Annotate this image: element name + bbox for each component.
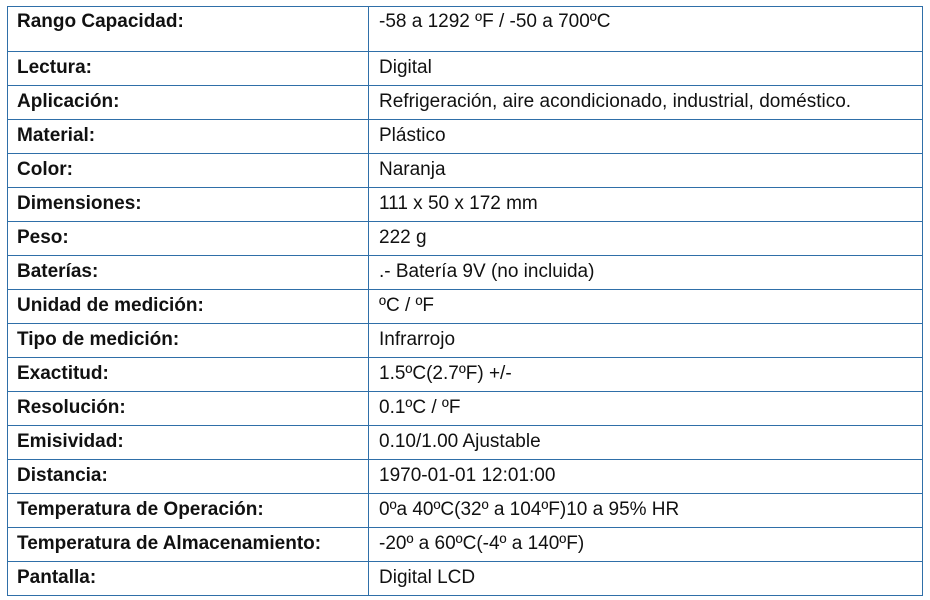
spec-row-tipo-medicion	[8, 324, 923, 358]
spec-row-lectura	[8, 52, 923, 86]
spec-value: 222 g	[369, 222, 923, 256]
spec-value: ºC / ºF	[369, 290, 923, 324]
spec-value: Infrarrojo	[369, 324, 923, 358]
spec-value: -20º a 60ºC(-4º a 140ºF)	[369, 528, 923, 562]
spec-value: .- Batería 9V (no incluida)	[369, 256, 923, 290]
spec-row-temperatura-almacenamiento	[8, 528, 923, 562]
spec-label: Peso:	[8, 222, 369, 256]
spec-value: 0.10/1.00 Ajustable	[369, 426, 923, 460]
spec-label: Temperatura de Operación:	[8, 494, 369, 528]
spec-label: Aplicación:	[8, 86, 369, 120]
spec-value: Naranja	[369, 154, 923, 188]
spec-label: Resolución:	[8, 392, 369, 426]
spec-value: Digital	[369, 52, 923, 86]
spec-row-emisividad	[8, 426, 923, 460]
spec-row-temperatura-operacion	[8, 494, 923, 528]
spec-label: Color:	[8, 154, 369, 188]
spec-row-rango-capacidad	[8, 7, 923, 52]
spec-row-unidad-medicion	[8, 290, 923, 324]
spec-label: Pantalla:	[8, 562, 369, 596]
spec-label: Distancia:	[8, 460, 369, 494]
spec-label: Tipo de medición:	[8, 324, 369, 358]
spec-value: 0.1ºC / ºF	[369, 392, 923, 426]
spec-label: Lectura:	[8, 52, 369, 86]
spec-row-aplicacion	[8, 86, 923, 120]
spec-row-distancia	[8, 460, 923, 494]
spec-row-exactitud	[8, 358, 923, 392]
spec-row-resolucion	[8, 392, 923, 426]
spec-value: Refrigeración, aire acondicionado, industrial, doméstico.	[369, 86, 923, 120]
spec-label: Temperatura de Almacenamiento:	[8, 528, 369, 562]
spec-label: Unidad de medición:	[8, 290, 369, 324]
spec-row-color	[8, 154, 923, 188]
spec-value: Digital LCD	[369, 562, 923, 596]
spec-row-dimensiones	[8, 188, 923, 222]
specifications-table	[7, 6, 923, 596]
spec-value: -58 a 1292 ºF / -50 a 700ºC	[369, 7, 923, 52]
spec-label: Emisividad:	[8, 426, 369, 460]
spec-label: Baterías:	[8, 256, 369, 290]
spec-label: Exactitud:	[8, 358, 369, 392]
spec-value: 1970-01-01 12:01:00	[369, 460, 923, 494]
spec-row-peso	[8, 222, 923, 256]
spec-label: Rango Capacidad:	[8, 7, 369, 52]
spec-row-material	[8, 120, 923, 154]
spec-row-pantalla	[8, 562, 923, 596]
spec-label: Dimensiones:	[8, 188, 369, 222]
spec-value: 111 x 50 x 172 mm	[369, 188, 923, 222]
spec-label: Material:	[8, 120, 369, 154]
spec-value: Plástico	[369, 120, 923, 154]
spec-value: 1.5ºC(2.7ºF) +/-	[369, 358, 923, 392]
spec-value: 0ºa 40ºC(32º a 104ºF)10 a 95% HR	[369, 494, 923, 528]
spec-row-baterias	[8, 256, 923, 290]
